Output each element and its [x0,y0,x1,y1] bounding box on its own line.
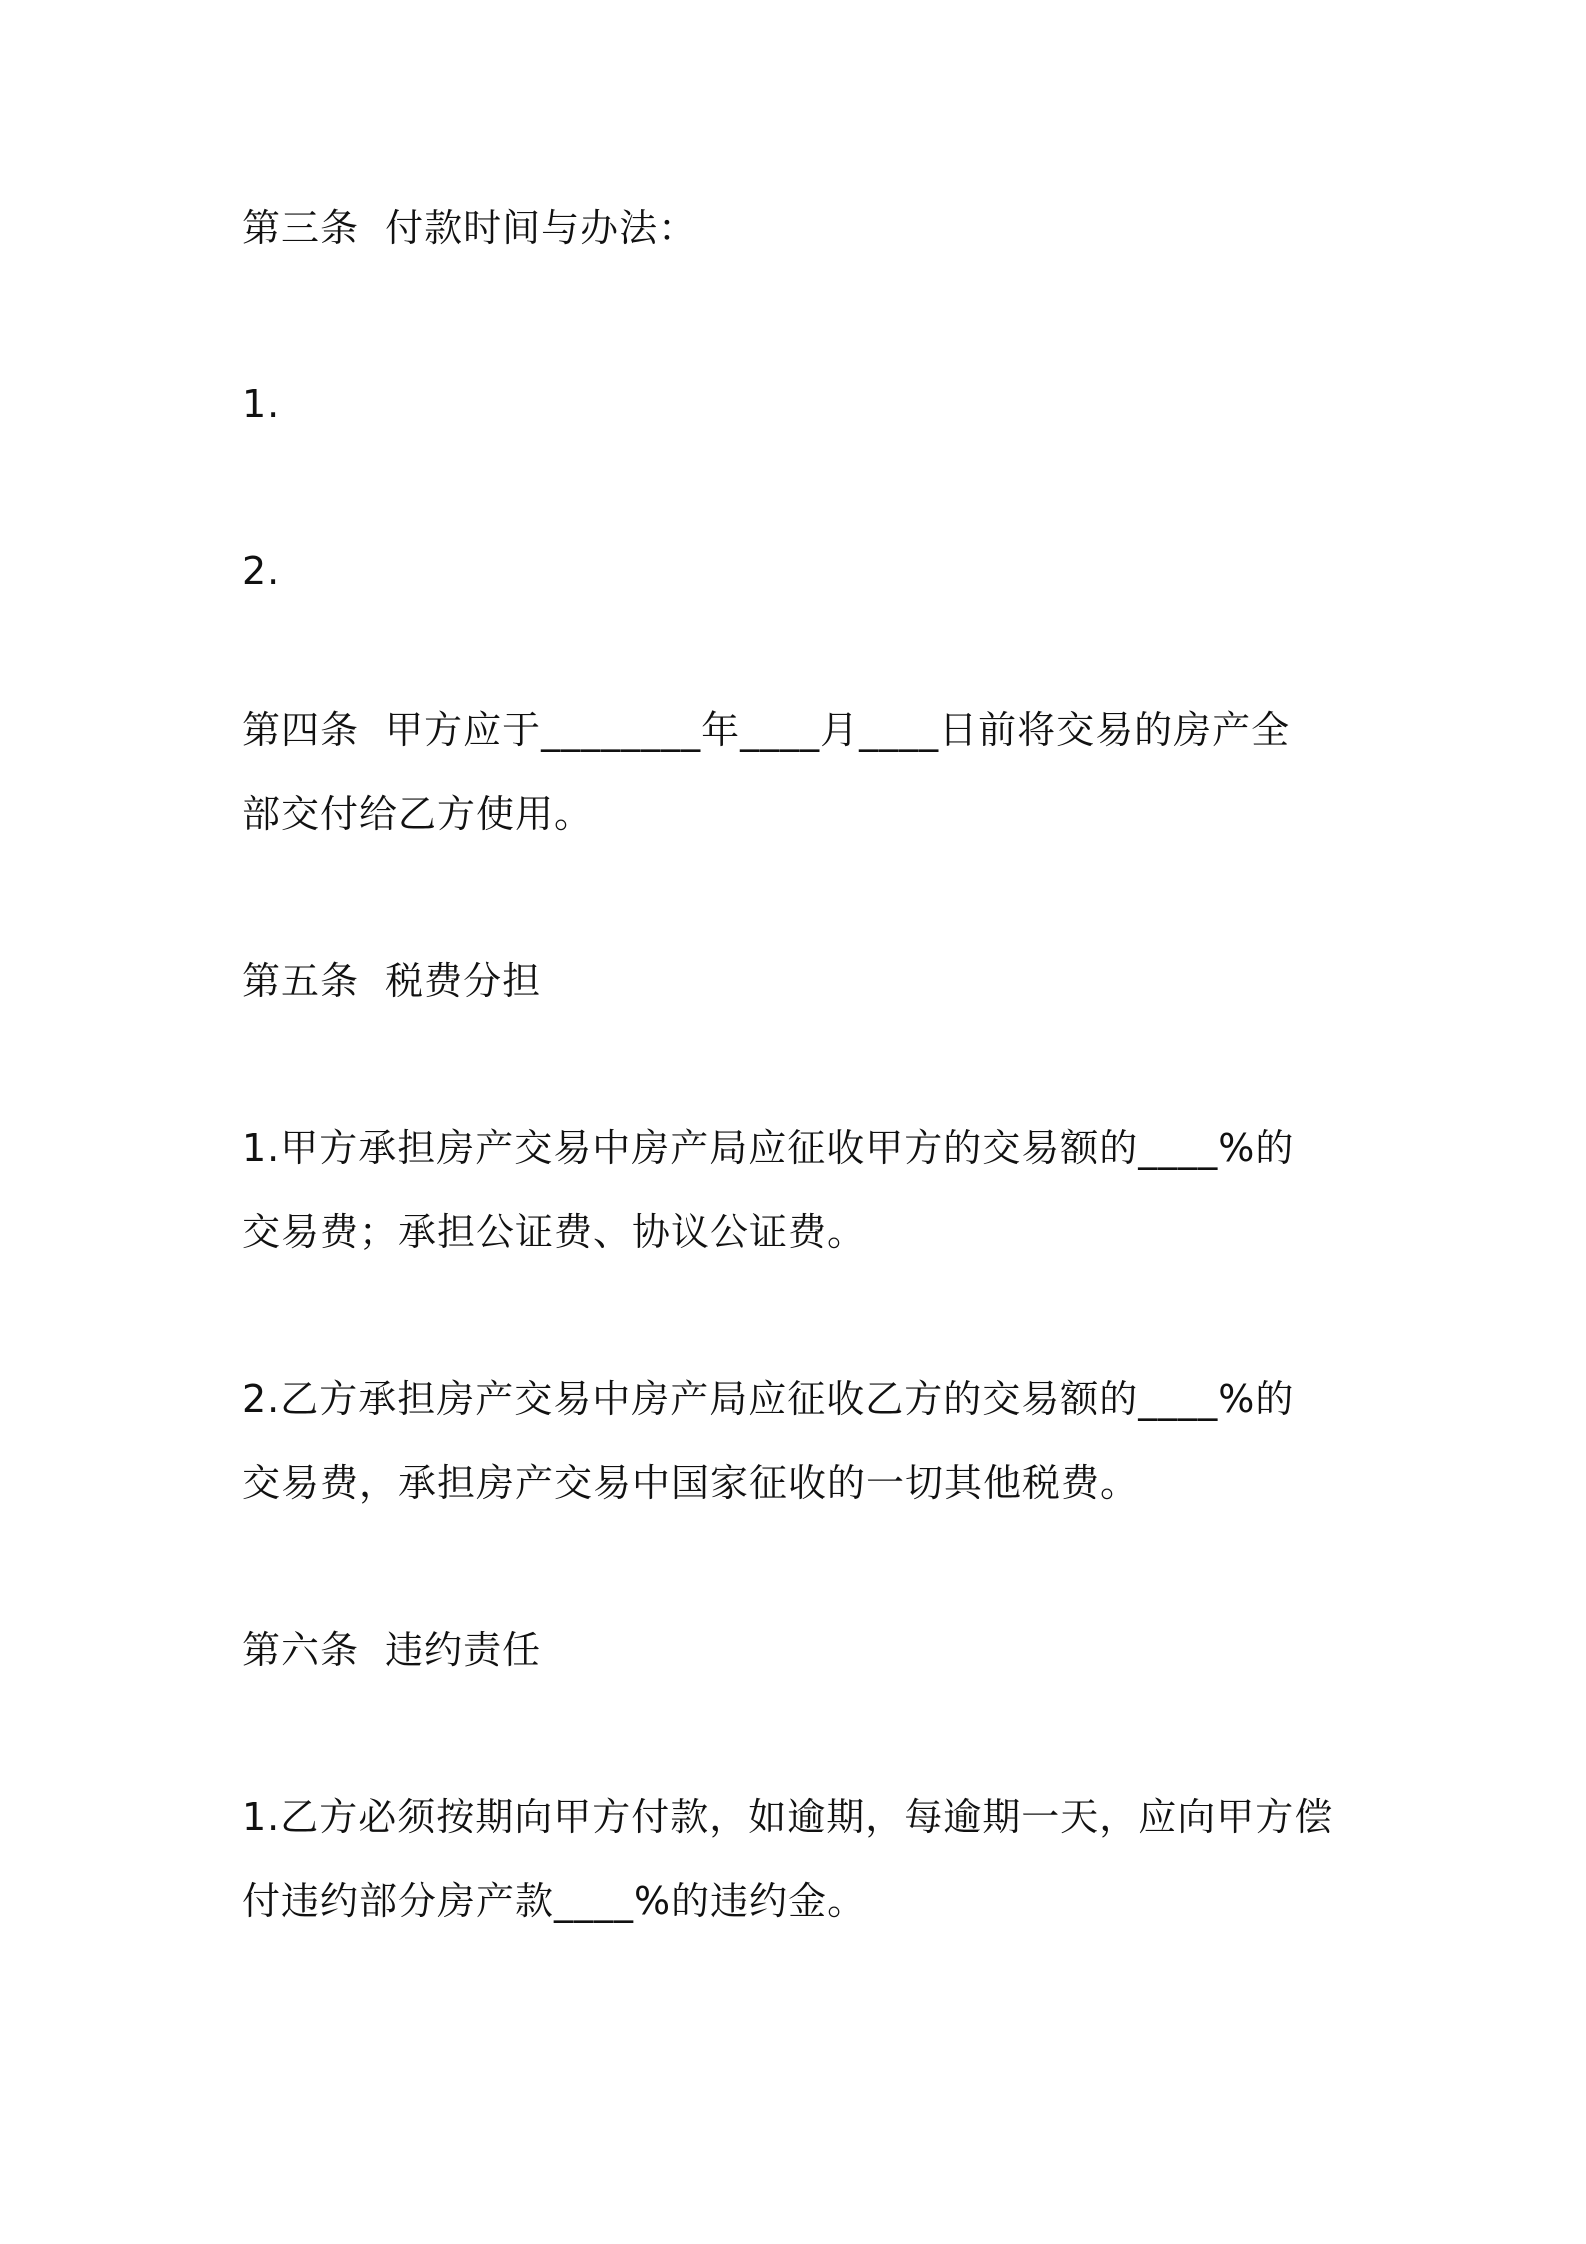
article-6-item-1-line-2: 付违约部分房产款____%的违约金。 [242,1879,867,1923]
article-6-heading: 第六条 违约责任 [242,1628,542,1672]
article-6-item-1-line-1: 1.乙方必须按期向甲方付款，如逾期，每逾期一天，应向甲方偿 [242,1795,1334,1839]
article-5-item-1-line-2: 交易费；承担公证费、协议公证费。 [242,1210,867,1254]
article-4-line-2: 部交付给乙方使用。 [242,792,594,836]
article-5-heading: 第五条 税费分担 [242,959,542,1003]
article-3-item-2: 2. [242,549,281,593]
article-4-line-1: 第四条 甲方应于________年____月____日前将交易的房产全 [242,708,1291,752]
article-5-item-2-line-1: 2.乙方承担房产交易中房产局应征收乙方的交易额的____%的 [242,1377,1295,1421]
article-3-heading: 第三条 付款时间与办法： [242,206,698,250]
article-5-item-2-line-2: 交易费，承担房产交易中国家征收的一切其他税费。 [242,1461,1140,1505]
article-5-item-1-line-1: 1.甲方承担房产交易中房产局应征收甲方的交易额的____%的 [242,1126,1295,1170]
article-3-item-1: 1. [242,382,281,426]
